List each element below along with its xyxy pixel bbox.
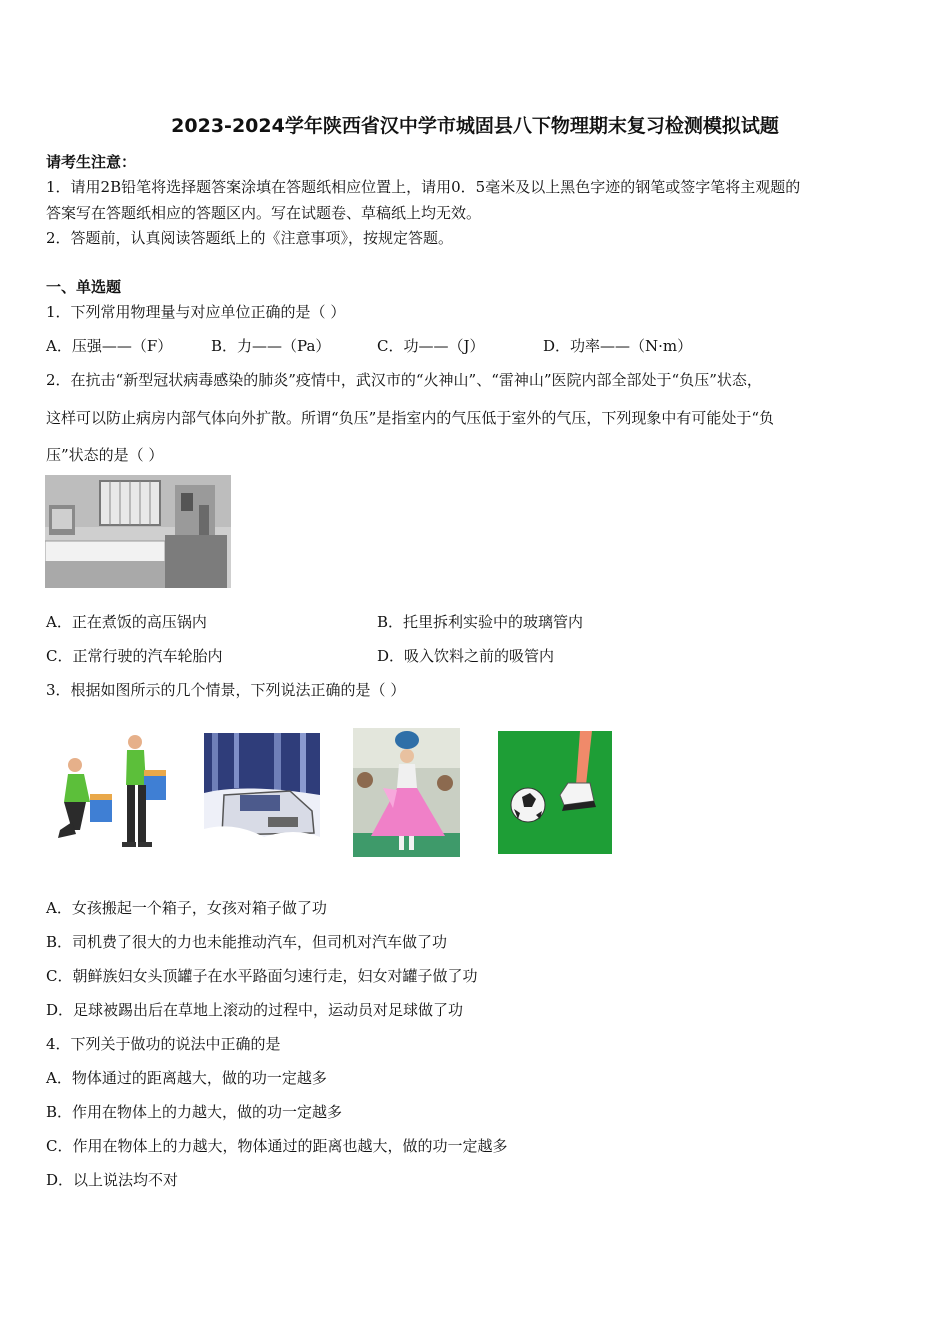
q2-option-a: A．正在煮饭的高压锅内 [46,613,207,631]
q1-option-c: C．功——（J） [377,337,485,355]
woman-carrying-jar-photo [353,728,460,857]
q4-option-a: A．物体通过的距离越大，做的功一定越多 [46,1069,327,1087]
q3-option-d: D．足球被踢出后在草地上滚动的过程中，运动员对足球做了功 [46,1001,464,1019]
kicking-football-photo [498,731,612,854]
q3-option-b: B．司机费了很大的力也未能推动汽车，但司机对汽车做了功 [46,933,448,951]
q2-option-b: B．托里拆利实验中的玻璃管内 [377,613,584,631]
q2-stem-line-1: 2．在抗击“新型冠状病毒感染的肺炎”疫情中，武汉市的“火神山”、“雷神山”医院内部全部处于“负压”状态， [46,371,762,389]
q3-option-a: A．女孩搬起一个箱子，女孩对箱子做了功 [46,899,327,917]
hospital-ward-photo [45,475,231,588]
notice-line-1a: 1．请用2B铅笔将选择题答案涂填在答题纸相应位置上，请用0．5毫米及以上黑色字迹的钢笔或签字笔将主观题的 [46,178,801,196]
girl-lifting-box-illustration [50,730,175,855]
q3-option-c: C．朝鲜族妇女头顶罐子在水平路面匀速行走，妇女对罐子做了功 [46,967,478,985]
q1-option-b: B．力——（Pa） [211,337,331,355]
q2-stem-line-3: 压”状态的是（ ） [46,446,164,464]
q4-option-d: D．以上说法均不对 [46,1171,179,1189]
notice-line-1b: 答案写在答题纸相应的答题区内。写在试题卷、草稿纸上均无效。 [46,204,482,222]
q1-option-d: D．功率——（N·m） [543,337,693,355]
q4-stem: 4．下列关于做功的说法中正确的是 [46,1035,281,1053]
notice-line-2: 2．答题前，认真阅读答题纸上的《注意事项》，按规定答题。 [46,229,454,247]
q1-stem: 1．下列常用物理量与对应单位正确的是（ ） [46,303,346,321]
car-stuck-in-snow-photo [204,733,320,851]
notice-heading: 请考生注意： [46,153,137,171]
q4-option-b: B．作用在物体上的力越大，做的功一定越多 [46,1103,343,1121]
q3-stem: 3．根据如图所示的几个情景，下列说法正确的是（ ） [46,681,406,699]
section-heading: 一、单选题 [46,278,122,296]
q4-option-c: C．作用在物体上的力越大，物体通过的距离也越大，做的功一定越多 [46,1137,508,1155]
q2-stem-line-2: 这样可以防止病房内部气体向外扩散。所谓“负压”是指室内的气压低于室外的气压，下列现象中有可能处于“负 [46,409,775,427]
q1-option-a: A．压强——（F） [46,337,173,355]
page-title: 2023-2024学年陕西省汉中学市城固县八下物理期末复习检测模拟试题 [171,115,779,137]
q2-option-c: C．正常行驶的汽车轮胎内 [46,647,223,665]
q2-option-d: D．吸入饮料之前的吸管内 [377,647,555,665]
